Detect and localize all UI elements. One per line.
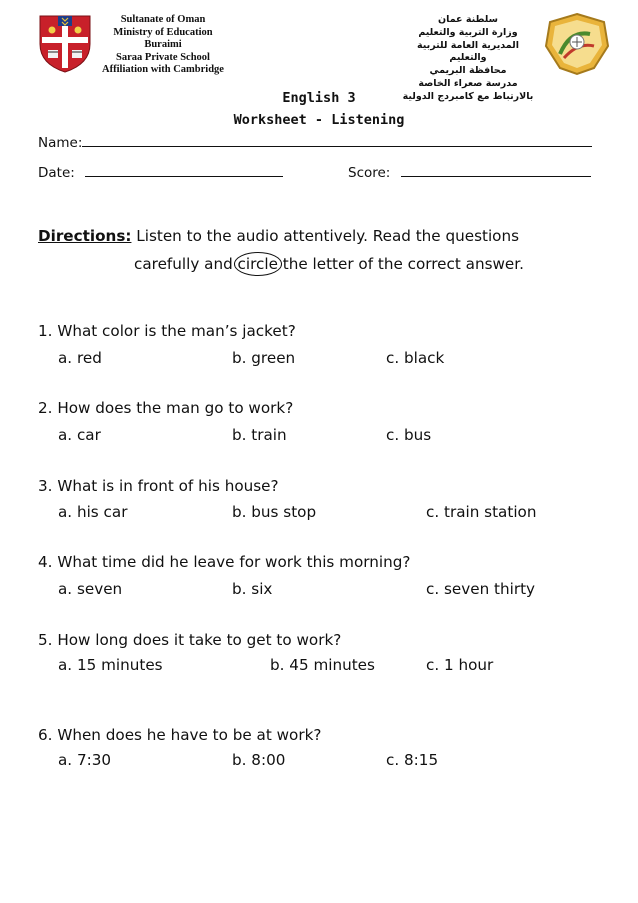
option-5a[interactable]: a. 15 minutes [58, 656, 163, 674]
option-2c[interactable]: c. bus [386, 426, 432, 444]
date-field[interactable] [38, 164, 283, 181]
option-6b[interactable]: b. 8:00 [232, 751, 286, 769]
header-line: سلطنة عمان [438, 14, 498, 25]
option-3a[interactable]: a. his car [58, 503, 128, 521]
name-label: Name: [38, 135, 83, 151]
option-3c[interactable]: c. train station [426, 503, 537, 521]
question-3: 3. What is in front of his house? [38, 477, 279, 495]
circle-mark [234, 252, 282, 276]
question-1: 1. What color is the man’s jacket? [38, 322, 296, 340]
circled-word-text: circle [237, 255, 278, 273]
circled-word [238, 250, 278, 278]
question-6: 6. When does he have to be at work? [38, 726, 322, 744]
option-5b[interactable]: b. 45 minutes [270, 656, 375, 674]
header-line: Ministry of Education [113, 26, 213, 38]
date-blank[interactable] [85, 164, 283, 177]
option-6a[interactable]: a. 7:30 [58, 751, 112, 769]
worksheet-title: Worksheet - Listening [233, 112, 405, 128]
directions-block [38, 222, 524, 278]
option-1b[interactable]: b. green [232, 349, 296, 367]
directions-text: Listen to the audio attentively. Read the questions [136, 227, 520, 245]
header-line: Buraimi [144, 39, 182, 51]
directions-text: carefully and [134, 255, 233, 273]
school-name-english [98, 14, 228, 77]
cambridge-shield-icon [38, 14, 92, 74]
option-1c[interactable]: c. black [386, 349, 445, 367]
score-field[interactable] [348, 164, 591, 181]
header-line: مدرسة صعراء الخاصة [418, 77, 518, 89]
score-label: Score: [348, 165, 391, 181]
header-line: Saraa Private School [116, 51, 210, 63]
date-label: Date: [38, 165, 75, 181]
header-line: بالارتباط مع كامبردج الدولية [402, 90, 534, 102]
header-line: محافظة البريمي [429, 65, 507, 77]
directions-text: the letter of the correct answer. [282, 255, 524, 273]
option-4b[interactable]: b. six [232, 580, 273, 598]
option-6c[interactable]: c. 8:15 [386, 751, 439, 769]
option-4a[interactable]: a. seven [58, 580, 123, 598]
question-5: 5. How long does it take to get to work? [38, 631, 342, 649]
directions-line-2 [38, 250, 524, 278]
name-field[interactable] [38, 134, 592, 151]
option-5c[interactable]: c. 1 hour [426, 656, 494, 674]
header-line: المديرية العامة للتربية والتعليم [417, 39, 519, 64]
name-blank[interactable] [82, 134, 592, 147]
option-1a[interactable]: a. red [58, 349, 102, 367]
option-3b[interactable]: b. bus stop [232, 503, 317, 521]
header-line: Affiliation with Cambridge [102, 64, 224, 76]
directions-label: Directions: [38, 227, 132, 245]
subject-title: English 3 [282, 90, 356, 106]
question-2: 2. How does the man go to work? [38, 399, 294, 417]
option-2b[interactable]: b. train [232, 426, 287, 444]
school-emblem-icon [544, 12, 610, 76]
option-4c[interactable]: c. seven thirty [426, 580, 536, 598]
header-line: Sultanate of Oman [120, 14, 206, 25]
header-line: وزارة التربية والتعليم [418, 26, 518, 38]
directions-line-1 [38, 222, 524, 250]
score-blank[interactable] [401, 164, 591, 177]
question-4: 4. What time did he leave for work this morning? [38, 553, 411, 571]
option-2a[interactable]: a. car [58, 426, 101, 444]
